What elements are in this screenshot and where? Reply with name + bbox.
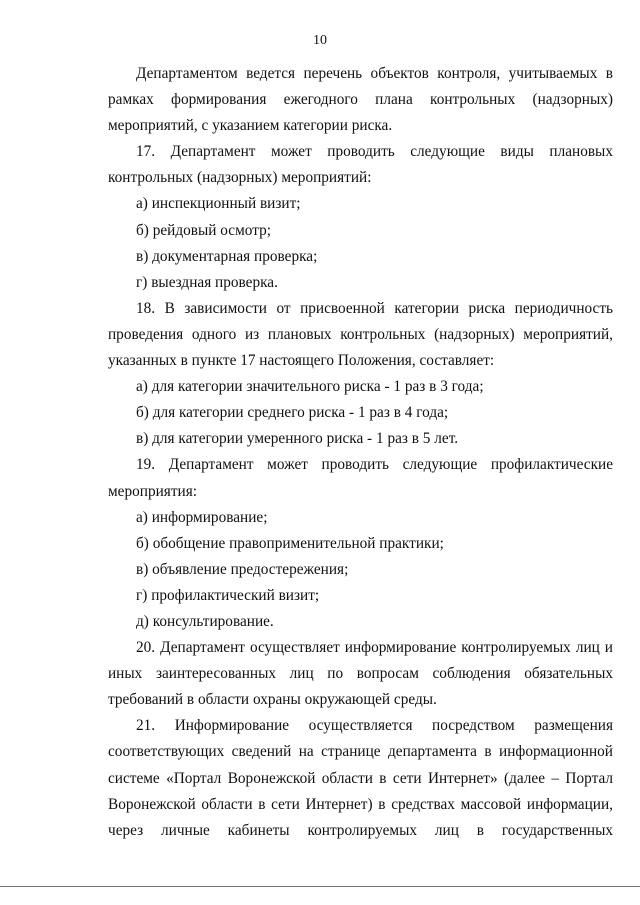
paragraph-18: 18. В зависимости от присвоенной категории риска периодичность проведения одного из плановых контрольных (надзорных) мероприятий, указанных в пункте 17 настоящего Положения, составляет: <box>108 299 613 370</box>
list-item-19c: в) объявление предостережения; <box>136 560 349 578</box>
paragraph-19: 19. Департамент может проводить следующие профилактические мероприятия: <box>108 456 613 500</box>
page-number: 10 <box>313 33 327 48</box>
paragraph-21: 21. Информирование осуществляется посредством размещения соответствующих сведений на странице департамента в информационной системе «Портал Воронежской области в сети Интернет» (далее – Портал Воронежской области в сети Интернет) в средствах массовой информации, через личные кабинеты контролируемых лиц в государственных <box>108 717 613 839</box>
list-item-19a: а) информирование; <box>136 508 268 526</box>
list-item-19e: д) консультирование. <box>136 612 274 630</box>
paragraph-20: 20. Департамент осуществляет информирование контролируемых лиц и иных заинтересованных лиц по вопросам соблюдения обязательных требований в области охраны окружающей среды. <box>108 639 613 709</box>
list-item-18c: в) для категории умеренного риска - 1 раз в 5 лет. <box>136 430 459 448</box>
document-body <box>108 61 613 844</box>
list-item-17b: б) рейдовый осмотр; <box>136 221 271 239</box>
list-item-19d: г) профилактический визит; <box>136 586 320 604</box>
list-item-17c: в) документарная проверка; <box>136 247 318 265</box>
scan-edge-line <box>0 886 640 887</box>
list-item-18a: а) для категории значительного риска - 1 раз в 3 года; <box>136 378 484 396</box>
list-item-17d: г) выездная проверка. <box>136 273 278 291</box>
paragraph-risk-list-intro: Департаментом ведется перечень объектов контроля, учитываемых в рамках формирования ежегодного плана контрольных (надзорных) мероприятий, с указанием категории риска. <box>108 65 613 135</box>
list-item-18b: б) для категории среднего риска - 1 раз в 4 года; <box>136 404 449 422</box>
list-item-17a: а) инспекционный визит; <box>136 195 301 213</box>
paragraph-17: 17. Департамент может проводить следующие виды плановых контрольных (надзорных) мероприятий: <box>108 143 613 187</box>
list-item-19b: б) обобщение правоприменительной практики; <box>136 534 444 552</box>
